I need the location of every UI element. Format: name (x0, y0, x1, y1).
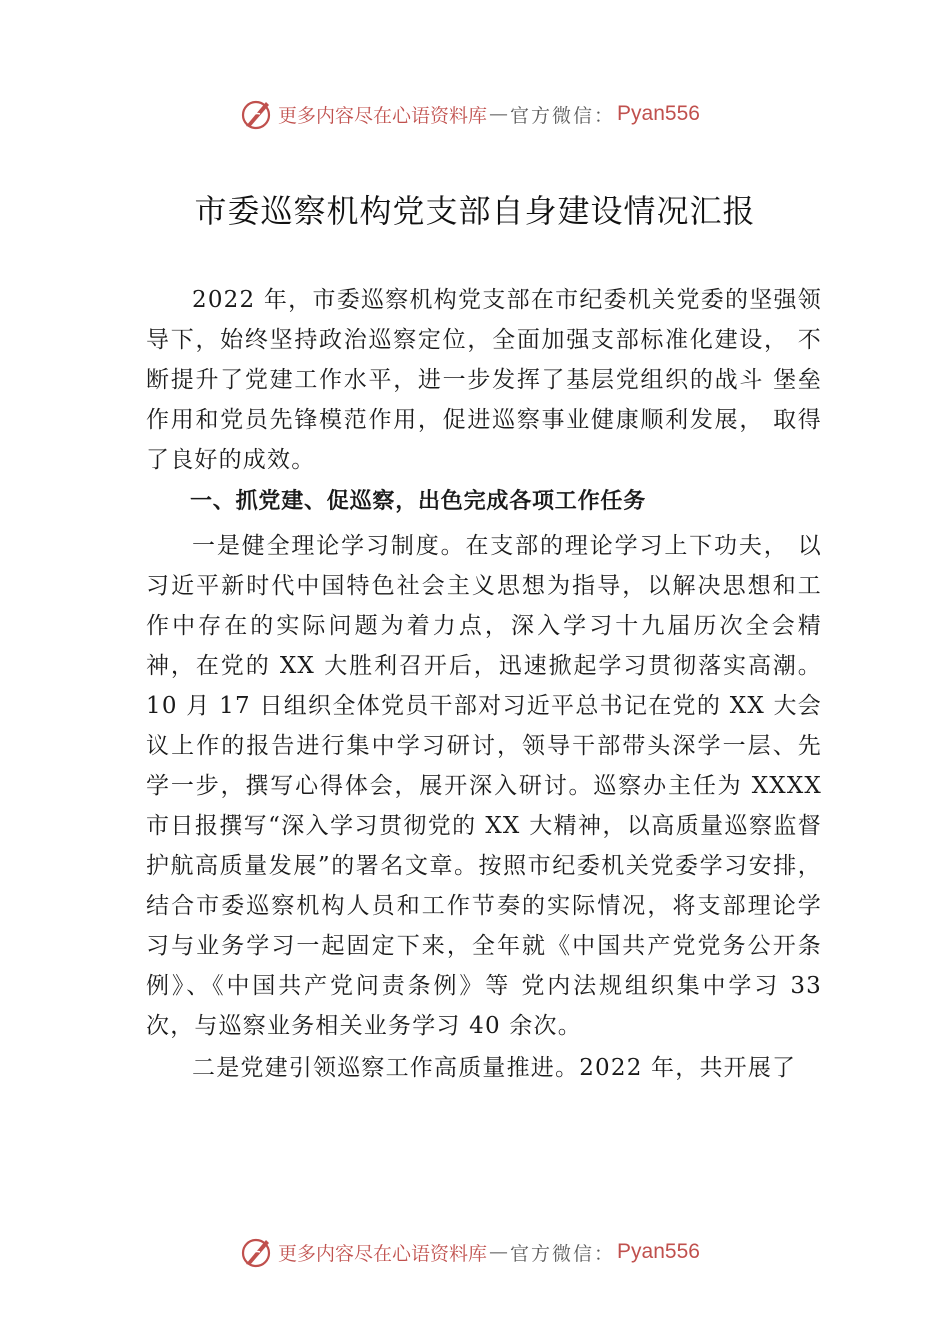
watermark-wechat-id: Pyan556 (617, 1240, 700, 1263)
watermark-header (238, 94, 700, 134)
watermark-footer (238, 1232, 700, 1272)
quill-circle-logo-icon (238, 1234, 274, 1270)
paragraph-theory-study: 一是健全理论学习制度。在支部的理论学习上下功夫， 以习近平新时代中国特色社会主义思想为指导，以解决思想和工作中存在的实际问题为着力点，深入学习十九届历次全会精神，在党的 XX 大胜利召开后，迅速掀起学习贯彻落实高潮。10 月 17 日组织全体党员干部对习近平总书记在党的 XX 大会议上作的报告进行集中学习研讨，领导干部带头深学一层、先学一步，撰写心得体会，展开深入研讨。巡察办主任为 XXXX 市日报撰写“深入学习贯彻党的 XX 大精神，以高质量巡察监督护航高质量发展”的署名文章。按照市纪委机关党委学习安排，结合市委巡察机构人员和工作节奏的实际情况，将支部理论学习与业务学习一起固定下来，全年就《中国共产党党务公开条例》、《中国共产党问责条例》等 党内法规组织集中学习 33 次，与巡察业务相关业务学习 40 余次。 (146, 533, 822, 1039)
watermark-brand: 更多内容尽在心语资料库 (278, 1242, 488, 1265)
paragraph-party-building: 二是党建引领巡察工作高质量推进。2022 年，共开展了 (192, 1055, 797, 1081)
watermark-wechat-id: Pyan556 (617, 102, 700, 125)
document-body (146, 280, 822, 1088)
quill-circle-logo-icon (238, 96, 274, 132)
watermark-label: 官方微信： (510, 104, 616, 127)
watermark-brand: 更多内容尽在心语资料库 (278, 104, 488, 127)
section-heading-1: 一、抓党建、促巡察，出色完成各项工作任务 (190, 489, 647, 514)
watermark-dash: — (489, 1241, 509, 1263)
watermark-dash: — (489, 103, 509, 125)
paragraph-intro: 2022 年，市委巡察机构党支部在市纪委机关党委的坚强领导下，始终坚持政治巡察定位，全面加强支部标准化建设， 不断提升了党建工作水平，进一步发挥了基层党组织的战斗 堡垒作用和党员先锋模范作用，促进巡察事业健康顺利发展， 取得了良好的成效。 (146, 287, 822, 473)
document-title: 市委巡察机构党支部自身建设情况汇报 (194, 192, 756, 230)
watermark-label: 官方微信： (510, 1242, 616, 1265)
